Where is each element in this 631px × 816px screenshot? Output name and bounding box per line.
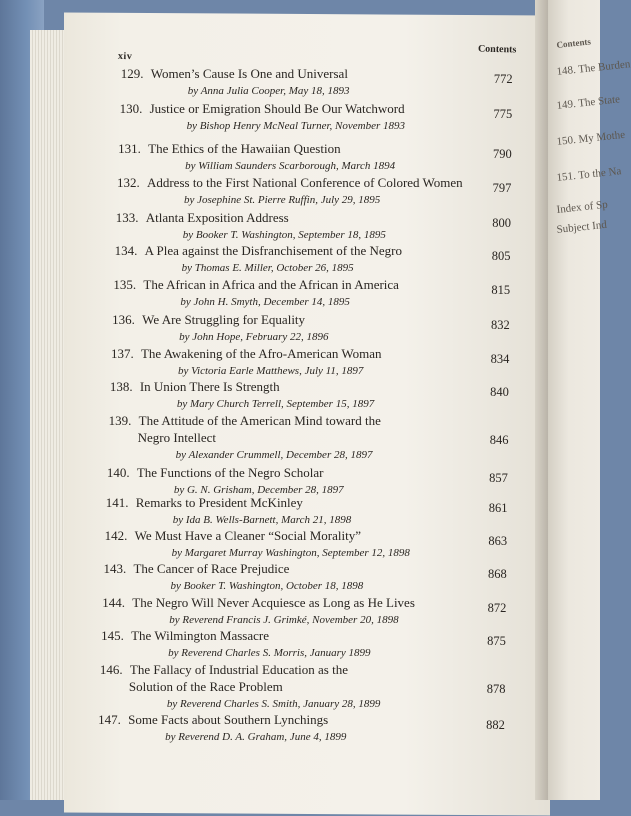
toc-entry <box>0 379 600 410</box>
entry-byline: by Ida B. Wells-Barnett, March 21, 1898 <box>172 514 352 526</box>
entry-page-number: 832 <box>490 318 510 332</box>
entry-number: 136. <box>112 312 135 327</box>
entry-page-number: 857 <box>489 471 508 485</box>
entry-byline: by Josephine St. Pierre Ruffin, July 29, 1895 <box>183 194 381 206</box>
toc-entry <box>0 175 600 206</box>
entry-page-number: 878 <box>486 682 506 696</box>
entry-byline: by Reverend Francis J. Grimké, November 20, 1898 <box>169 614 399 626</box>
entry-byline: by Bishop Henry McNeal Turner, November 1893 <box>186 120 406 132</box>
entry-title-continued: Negro Intellect <box>137 430 216 445</box>
entry-byline: by G. N. Grisham, December 28, 1897 <box>173 484 344 496</box>
entry-page-number: 772 <box>493 72 513 86</box>
entry-byline: by Thomas E. Miller, October 26, 1895 <box>181 262 354 274</box>
entry-byline: by Alexander Crummell, December 28, 1897 <box>175 449 373 461</box>
toc-entry <box>0 66 600 97</box>
entry-title: Justice or Emigration Should Be Our Watchword <box>149 101 405 116</box>
entry-number: 146. <box>99 662 123 677</box>
facing-page-line: Index of Sp <box>556 198 609 216</box>
toc-entry <box>0 495 600 526</box>
entry-page-number: 875 <box>487 634 506 648</box>
entry-page-number: 882 <box>486 718 505 732</box>
toc-entry <box>0 141 600 172</box>
entry-title: Address to the First National Conference of Colored Women <box>146 175 463 190</box>
entry-number: 134. <box>114 243 138 258</box>
entry-title: The Wilmington Massacre <box>131 628 269 643</box>
entry-title: Remarks to President McKinley <box>135 495 303 510</box>
entry-byline: by Reverend Charles S. Smith, January 28, 1899 <box>166 698 381 710</box>
toc-entry <box>0 413 600 461</box>
entry-title: Some Facts about Southern Lynchings <box>128 712 329 727</box>
entry-title: The African in Africa and the African in America <box>143 277 399 292</box>
entry-number: 129. <box>120 66 144 81</box>
entry-page-number: 846 <box>489 433 509 447</box>
toc-entry <box>0 595 600 626</box>
facing-page-heading: Contents <box>556 36 592 50</box>
facing-page-line: 150. My Mothe <box>556 128 626 148</box>
entry-byline: by William Saunders Scarborough, March 1894 <box>185 160 396 172</box>
entry-title: The Functions of the Negro Scholar <box>136 465 324 480</box>
entry-title: We Must Have a Cleaner “Social Morality” <box>134 528 361 543</box>
entry-byline: by Reverend D. A. Graham, June 4, 1899 <box>165 731 347 743</box>
entry-byline: by John H. Smyth, December 14, 1895 <box>180 296 350 308</box>
entry-number: 147. <box>98 712 121 727</box>
entry-title: In Union There Is Strength <box>139 379 280 394</box>
entry-page-number: 840 <box>490 385 509 399</box>
entry-page-number: 863 <box>488 534 508 548</box>
facing-page-line: 149. The State <box>556 93 621 112</box>
entry-page-number: 868 <box>487 567 507 581</box>
entry-byline: by Reverend Charles S. Morris, January 1899 <box>168 647 371 659</box>
entry-byline: by Margaret Murray Washington, September 12, 1898 <box>171 547 410 559</box>
toc-entry <box>0 662 600 710</box>
entry-byline: by John Hope, February 22, 1896 <box>179 331 329 343</box>
toc-entry <box>0 101 600 132</box>
entry-number: 140. <box>106 465 130 480</box>
entry-number: 137. <box>110 346 134 361</box>
entry-number: 143. <box>103 561 127 576</box>
entry-title-continued: Solution of the Race Problem <box>128 679 283 694</box>
entry-number: 138. <box>109 379 133 394</box>
entry-number: 139. <box>108 413 132 428</box>
entry-byline: by Booker T. Washington, October 18, 1898 <box>170 580 364 592</box>
entry-page-number: 861 <box>488 501 508 515</box>
entry-page-number: 797 <box>492 181 512 195</box>
entry-page-number: 834 <box>490 352 510 366</box>
toc-entry <box>0 346 600 377</box>
entry-byline: by Booker T. Washington, September 18, 1895 <box>182 229 386 241</box>
toc-entry <box>0 243 600 274</box>
entry-title: The Cancer of Race Prejudice <box>133 561 290 576</box>
toc-entry <box>0 561 600 592</box>
entry-number: 135. <box>113 277 137 292</box>
entry-number: 133. <box>115 210 139 225</box>
toc-entry <box>0 465 600 496</box>
facing-page-line: 151. To the Na <box>556 165 622 184</box>
running-head: Contents <box>477 43 517 56</box>
entry-page-number: 790 <box>493 147 512 161</box>
entry-number: 132. <box>116 175 140 190</box>
toc-entry <box>0 712 600 743</box>
page-number-roman: xiv <box>117 50 133 63</box>
entry-title: Atlanta Exposition Address <box>145 210 289 225</box>
entry-number: 141. <box>105 495 129 510</box>
entry-byline: by Mary Church Terrell, September 15, 1897 <box>176 398 375 410</box>
toc-entry <box>0 277 600 308</box>
entry-byline: by Anna Julia Cooper, May 18, 1893 <box>187 85 350 97</box>
entry-page-number: 805 <box>491 249 511 263</box>
facing-page-line: 148. The Burden <box>556 58 631 78</box>
entry-number: 131. <box>118 141 141 156</box>
toc-entry <box>0 528 600 559</box>
facing-page-line: Subject Ind <box>556 218 608 236</box>
entry-title: We Are Struggling for Equality <box>142 312 306 327</box>
entry-number: 145. <box>101 628 124 643</box>
entry-page-number: 800 <box>492 216 511 230</box>
entry-number: 144. <box>102 595 126 610</box>
entry-title: Women’s Cause Is One and Universal <box>150 66 348 81</box>
entry-byline: by Victoria Earle Matthews, July 11, 1897 <box>177 365 364 377</box>
entry-page-number: 815 <box>491 283 511 297</box>
entry-page-number: 872 <box>487 601 507 615</box>
entry-title: The Attitude of the American Mind toward the <box>138 413 381 428</box>
entry-title: A Plea against the Disfranchisement of the Negro <box>144 243 402 258</box>
entry-title: The Negro Will Never Acquiesce as Long as He Lives <box>132 595 415 610</box>
entry-title: The Awakening of the Afro-American Woman <box>140 346 382 361</box>
entry-title: The Ethics of the Hawaiian Question <box>148 141 341 156</box>
entry-title: The Fallacy of Industrial Education as the <box>129 662 348 677</box>
entry-number: 142. <box>104 528 128 543</box>
entry-page-number: 775 <box>493 107 513 121</box>
toc-entry <box>0 628 600 659</box>
entry-number: 130. <box>119 101 143 116</box>
toc-entry <box>0 312 600 343</box>
